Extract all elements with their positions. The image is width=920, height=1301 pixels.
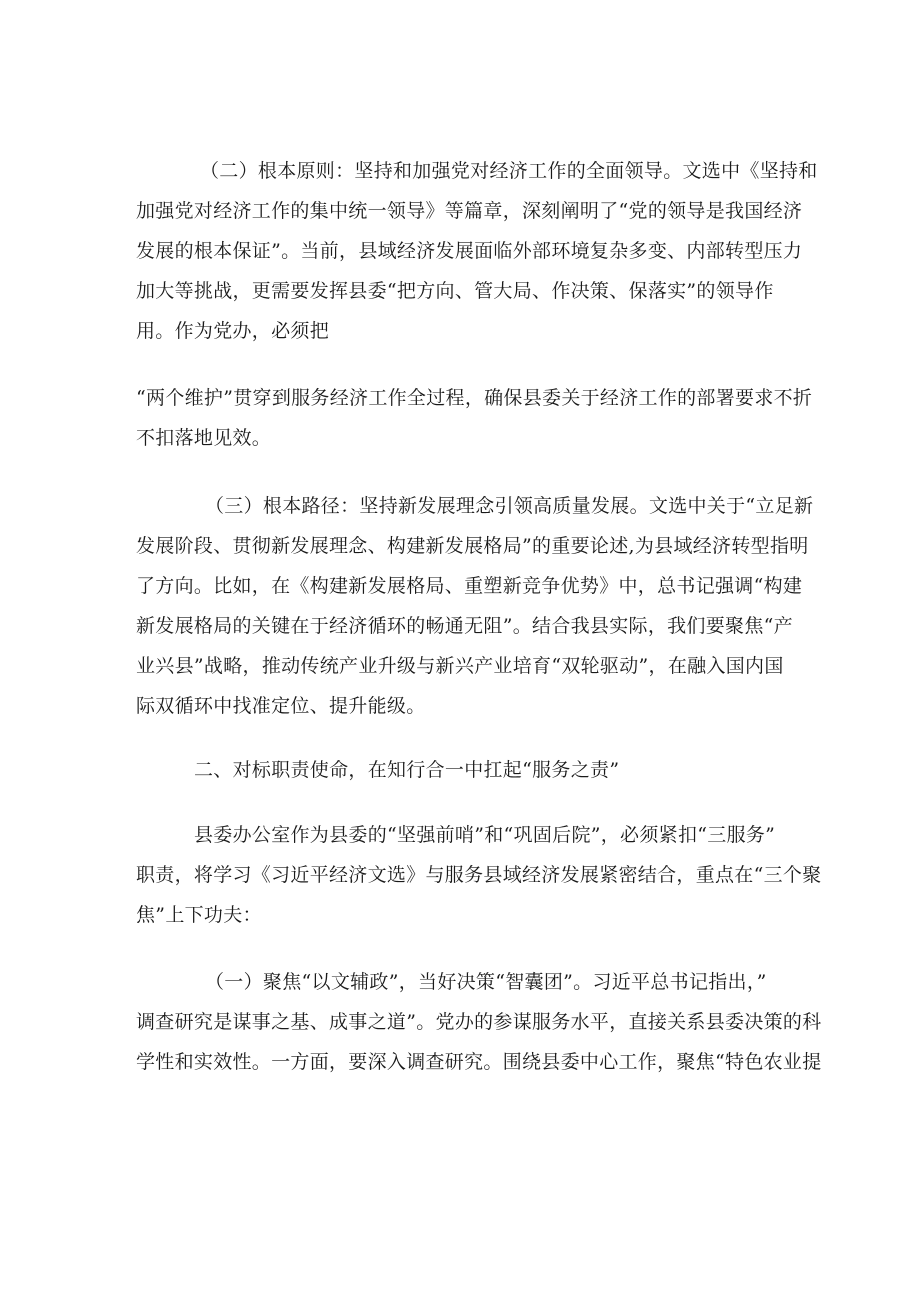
paragraph-principle-line-3: 发展的根本保证”。当前，县域经济发展面临外部环境复杂多变、内部转型压力 [136,240,803,262]
paragraph-principle-line-7: 不扣落地见效。 [136,427,272,449]
paragraph-path-line-4: 新发展格局的关键在于经济循环的畅通无阻”。结合我县实际，我们要聚焦“产 [136,615,793,637]
paragraph-principle-line-2: 加强党对经济工作的集中统一领导》等篇章，深刻阐明了“党的领导是我国经济 [136,200,803,222]
paragraph-office-line-2: 职责，将学习《习近平经济文选》与服务县域经济发展紧密结合，重点在“三个聚 [136,864,822,886]
paragraph-principle-line-4: 加大等挑战，更需要发挥县委“把方向、管大局、作决策、保落实”的领导作 [136,280,774,302]
paragraph-principle-line-5: 用。作为党办，必须把 [136,320,330,342]
paragraph-principle-line-6: “两个维护”贯穿到服务经济工作全过程，确保县委关于经济工作的部署要求不折 [136,387,813,409]
paragraph-path-line-2: 发展阶段、贯彻新发展理念、构建新发展格局”的重要论述,为县域经济转型指明 [136,535,809,557]
paragraph-path-line-6: 际双循环中找准定位、提升能级。 [136,695,426,717]
paragraph-focus-line-1: （一）聚焦“以文辅政”，当好决策“智囊团”。习近平总书记指出，” [205,971,767,993]
paragraph-office-line-3: 焦”上下功夫： [136,904,262,926]
paragraph-path-line-5: 业兴县”战略，推动传统产业升级与新兴产业培育“双轮驱动”，在融入国内国 [136,655,784,677]
paragraph-office-line-1: 县委办公室作为县委的“坚强前哨”和“巩固后院”，必须紧扣“三服务” [194,824,776,846]
paragraph-principle-line-1: （二）根本原则：坚持和加强党对经济工作的全面领导。文选中《坚持和 [200,160,818,182]
paragraph-path-line-3: 了方向。比如，在《构建新发展格局、重塑新竞争优势》中，总书记强调“构建 [136,575,803,597]
paragraph-focus-line-3: 学性和实效性。一方面，要深入调查研究。围绕县委中心工作，聚焦“特色农业提 [136,1051,822,1073]
paragraph-path-line-1: （三）根本路径：坚持新发展理念引领高质量发展。文选中关于“立足新 [205,495,814,517]
paragraph-focus-line-2: 调查研究是谋事之基、成事之道”。党办的参谋服务水平，直接关系县委决策的科 [136,1011,822,1033]
section-heading: 二、对标职责使命，在知行合一中扛起“服务之责” [194,759,620,781]
